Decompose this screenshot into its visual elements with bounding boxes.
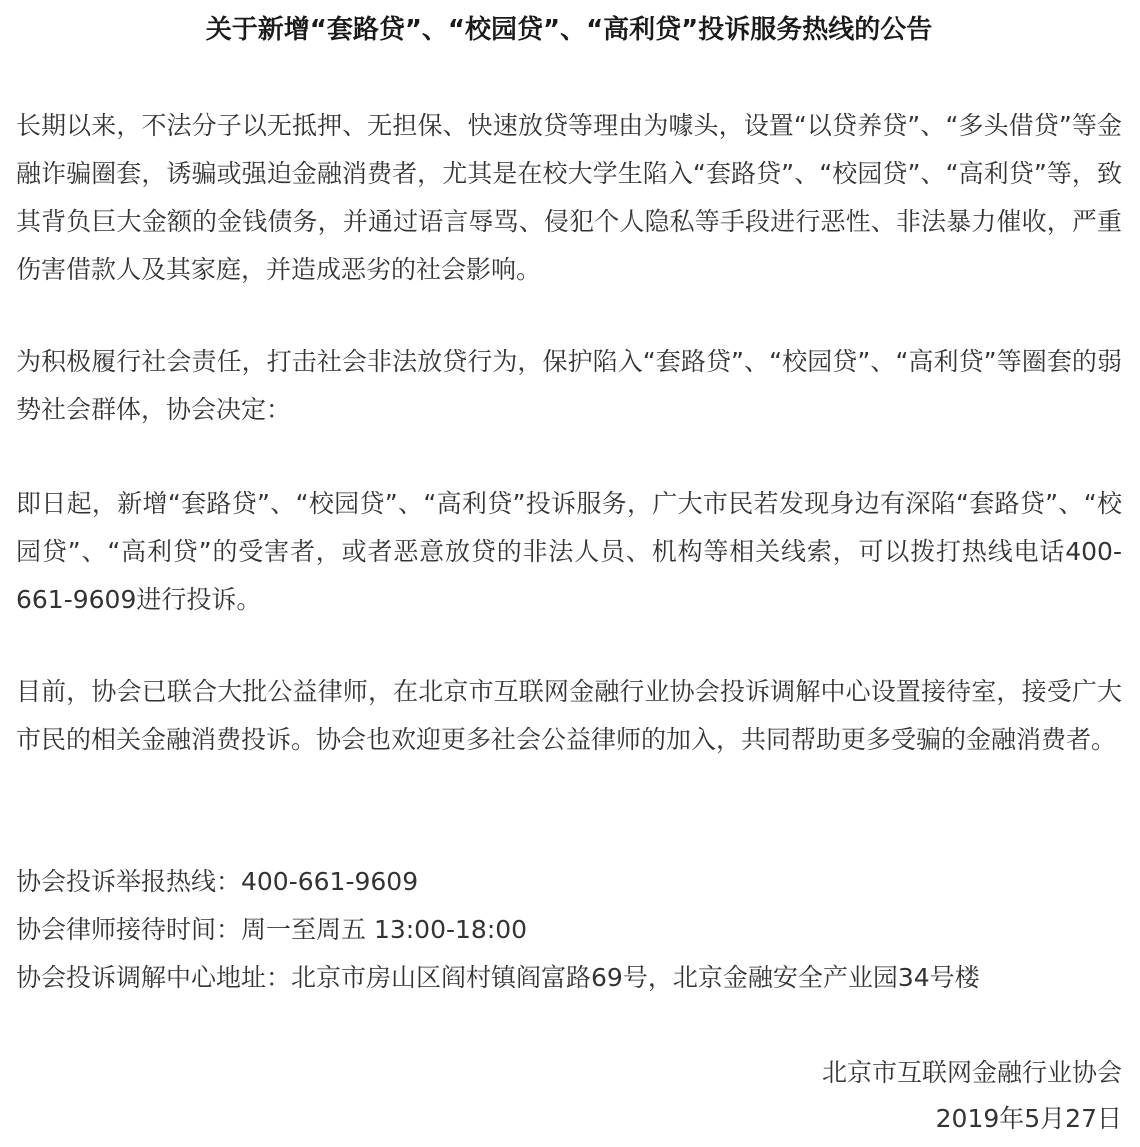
address-line: 协会投诉调解中心地址：北京市房山区阎村镇阎富路69号，北京金融安全产业园34号楼 bbox=[16, 963, 980, 992]
signature-organization: 北京市互联网金融行业协会 bbox=[821, 1058, 1122, 1087]
reception-hours-line: 协会律师接待时间：周一至周五 13:00-18:00 bbox=[16, 915, 528, 944]
contact-info bbox=[16, 858, 1122, 1002]
paragraph-complaint-service: 即日起，新增“套路贷”、“校园贷”、“高利贷”投诉服务，广大市民若发现身边有深陷“套路贷”、“校园贷”、“高利贷”的受害者，或者恶意放贷的非法人员、机构等相关线索，可以拨打热线电话400-661-9609进行投诉。 bbox=[16, 489, 1122, 614]
paragraph-background: 长期以来，不法分子以无抵押、无担保、快速放贷等理由为噱头，设置“以贷养贷”、“多头借贷”等金融诈骗圈套，诱骗或强迫金融消费者，尤其是在校大学生陷入“套路贷”、“校园贷”、“高利贷”等，致其背负巨大金额的金钱债务，并通过语言辱骂、侵犯个人隐私等手段进行恶性、非法暴力催收，严重伤害借款人及其家庭，并造成恶劣的社会影响。 bbox=[16, 111, 1122, 284]
hotline-line: 协会投诉举报热线：400-661-9609 bbox=[16, 867, 419, 896]
signature-date: 2019年5月27日 bbox=[935, 1104, 1122, 1133]
paragraph-decision: 为积极履行社会责任，打击社会非法放贷行为，保护陷入“套路贷”、“校园贷”、“高利贷”等圈套的弱势社会群体，协会决定： bbox=[16, 347, 1122, 424]
announcement-page bbox=[16, 0, 1122, 1133]
paragraph-lawyers: 目前，协会已联合大批公益律师，在北京市互联网金融行业协会投诉调解中心设置接待室，接受广大市民的相关金融消费投诉。协会也欢迎更多社会公益律师的加入，共同帮助更多受骗的金融消费者。 bbox=[16, 677, 1122, 754]
announcement-title: 关于新增“套路贷”、“校园贷”、“高利贷”投诉服务热线的公告 bbox=[205, 15, 933, 45]
signature-block bbox=[822, 1050, 1122, 1142]
